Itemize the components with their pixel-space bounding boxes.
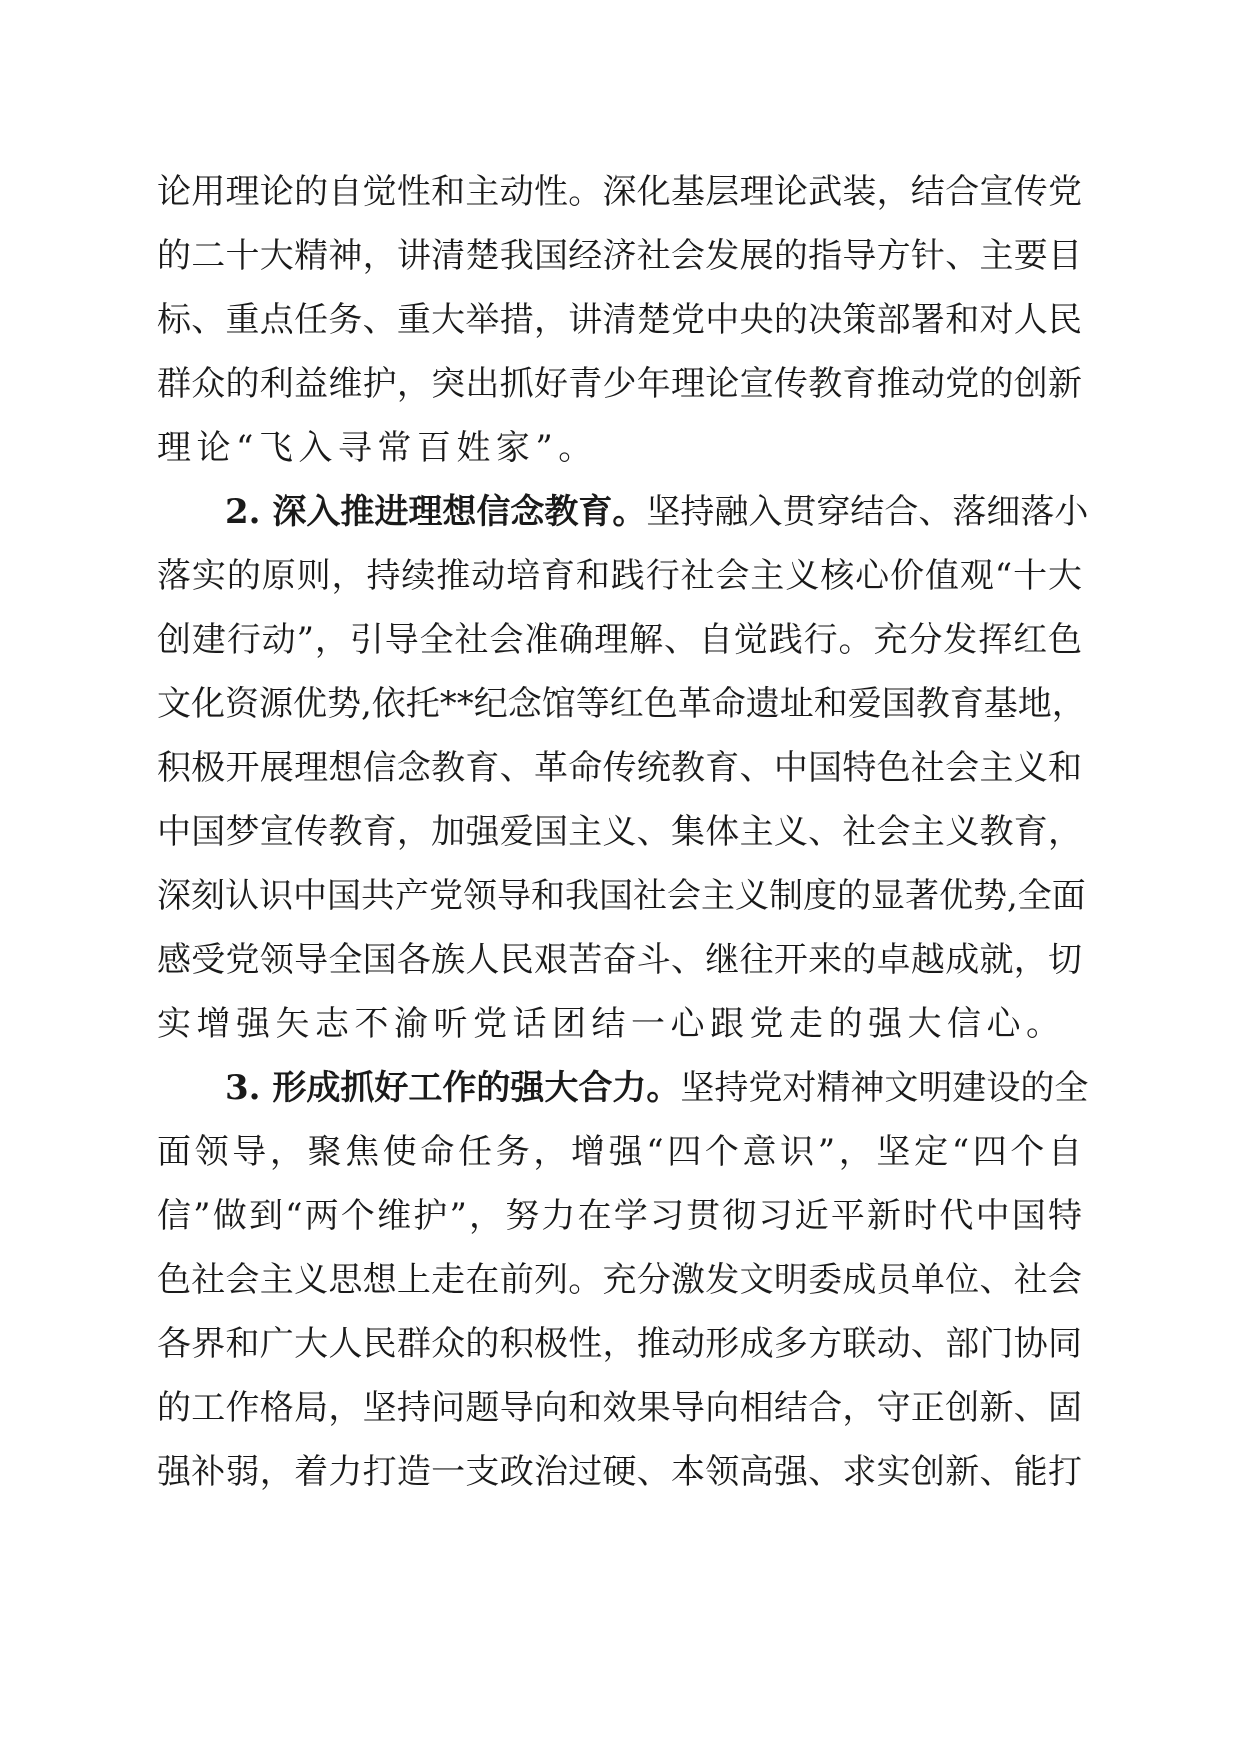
section-heading: 2. 深入推进理想信念教育。: [225, 492, 647, 532]
paragraph-text: 坚持融入贯穿结合、落细落小: [646, 492, 1089, 532]
paragraph-line: 深刻认识中国共产党领导和我国社会主义制度的显著优势,全面: [157, 876, 1086, 916]
paragraph-line: 论用理论的自觉性和主动性。深化基层理论武装，结合宣传党: [157, 172, 1082, 212]
paragraph-line: 落实的原则，持续推动培育和践行社会主义核心价值观“十大: [157, 556, 1082, 596]
paragraph-line: 中国梦宣传教育，加强爱国主义、集体主义、社会主义教育，: [157, 812, 1082, 852]
paragraph-line: 的二十大精神，讲清楚我国经济社会发展的指导方针、主要目: [157, 236, 1082, 276]
paragraph-line: 强补弱，着力打造一支政治过硬、本领高强、求实创新、能打: [157, 1452, 1082, 1492]
paragraph-line: 标、重点任务、重大举措，讲清楚党中央的决策部署和对人民: [157, 300, 1082, 340]
paragraph-line: 各界和广大人民群众的积极性，推动形成多方联动、部门协同: [157, 1324, 1082, 1364]
section-heading: 3. 形成抓好工作的强大合力。: [225, 1068, 681, 1108]
paragraph-line: 色社会主义思想上走在前列。充分激发文明委成员单位、社会: [157, 1260, 1082, 1300]
paragraph-first-line: [225, 480, 1089, 544]
paragraph-line: 积极开展理想信念教育、革命传统教育、中国特色社会主义和: [157, 748, 1082, 788]
paragraph-line: 群众的利益维护，突出抓好青少年理论宣传教育推动党的创新: [157, 364, 1082, 404]
paragraph-line: 感受党领导全国各族人民艰苦奋斗、继往开来的卓越成就，切: [157, 940, 1082, 980]
paragraph-line: 面领导，聚焦使命任务，增强“四个意识”，坚定“四个自: [157, 1132, 1082, 1172]
paragraph-text: 坚持党对精神文明建设的全: [680, 1068, 1089, 1108]
paragraph-first-line: [225, 1056, 1089, 1120]
paragraph-line: 创建行动”，引导全社会准确理解、自觉践行。充分发挥红色: [157, 620, 1082, 660]
paragraph-line: 理论“飞入寻常百姓家”。: [157, 428, 598, 468]
paragraph-line: 的工作格局，坚持问题导向和效果导向相结合，守正创新、固: [157, 1388, 1082, 1428]
paragraph-line: 实增强矢志不渝听党话团结一心跟党走的强大信心。: [157, 1004, 1066, 1044]
paragraph-line: 文化资源优势,依托**纪念馆等红色革命遗址和爱国教育基地，: [157, 684, 1086, 724]
paragraph-line: 信”做到“两个维护”，努力在学习贯彻习近平新时代中国特: [157, 1196, 1082, 1236]
